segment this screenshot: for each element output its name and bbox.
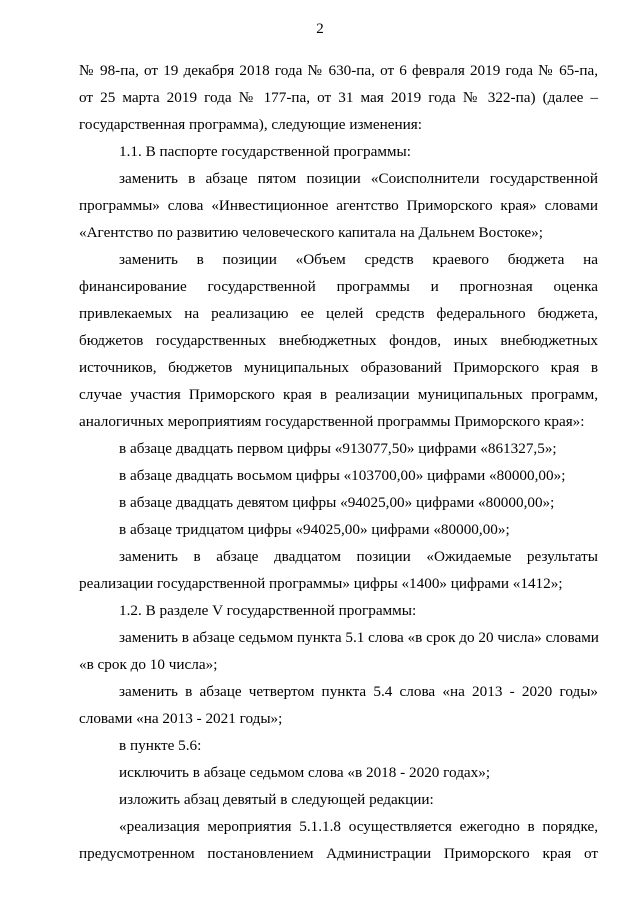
text-line: 1.2. В разделе V государственной программы: bbox=[119, 602, 417, 619]
page-number: 2 bbox=[316, 21, 324, 37]
text-line: 1.1. В паспорте государственной программы: bbox=[119, 143, 411, 160]
text-line: исключить в абзаце седьмом слова «в 2018 - 2020 годах»; bbox=[119, 764, 491, 781]
text-line: «реализация мероприятия 5.1.1.8 осуществляется ежегодно в порядке, bbox=[119, 818, 598, 835]
text-line: в пункте 5.6: bbox=[119, 737, 202, 754]
paragraph bbox=[79, 813, 598, 867]
text-line: аналогичных мероприятиям государственной программы Приморского края»: bbox=[79, 413, 585, 430]
paragraph bbox=[79, 138, 598, 165]
text-line: бюджетов государственных внебюджетных фондов, иных внебюджетных bbox=[79, 332, 598, 349]
text-line: источников, бюджетов муниципальных образований Приморского края в bbox=[79, 359, 598, 376]
text-line: государственная программа), следующие изменения: bbox=[79, 116, 422, 133]
text-line: «в срок до 10 числа»; bbox=[79, 656, 218, 673]
text-line: финансирование государственной программы и прогнозная оценка bbox=[79, 278, 598, 295]
paragraph bbox=[79, 246, 598, 435]
text-line: в абзаце двадцать восьмом цифры «103700,00» цифрами «80000,00»; bbox=[119, 467, 566, 484]
paragraph bbox=[79, 597, 598, 624]
text-line: словами «на 2013 - 2021 годы»; bbox=[79, 710, 283, 727]
text-line: заменить в абзаце пятом позиции «Соисполнители государственной bbox=[119, 170, 598, 187]
text-line: № 98-па, от 19 декабря 2018 года № 630-па, от 6 февраля 2019 года № 65-па, bbox=[79, 62, 598, 79]
paragraph bbox=[79, 678, 598, 732]
paragraph bbox=[79, 624, 598, 678]
paragraph bbox=[79, 543, 598, 597]
paragraph bbox=[79, 165, 598, 246]
document-body bbox=[79, 57, 598, 867]
text-line: «Агентство по развитию человеческого капитала на Дальнем Востоке»; bbox=[79, 224, 543, 241]
text-line: от 25 марта 2019 года № 177-па, от 31 мая 2019 года № 322-па) (далее – bbox=[79, 89, 598, 106]
paragraph bbox=[79, 516, 598, 543]
text-line: заменить в позиции «Объем средств краевого бюджета на bbox=[119, 251, 598, 268]
text-line: заменить в абзаце седьмом пункта 5.1 слова «в срок до 20 числа» словами bbox=[119, 629, 599, 646]
paragraph bbox=[79, 462, 598, 489]
paragraph bbox=[79, 489, 598, 516]
text-line: в абзаце тридцатом цифры «94025,00» цифрами «80000,00»; bbox=[119, 521, 510, 538]
paragraph bbox=[79, 435, 598, 462]
text-line: заменить в абзаце четвертом пункта 5.4 слова «на 2013 - 2020 годы» bbox=[119, 683, 598, 700]
paragraph bbox=[79, 732, 598, 759]
text-line: в абзаце двадцать девятом цифры «94025,00» цифрами «80000,00»; bbox=[119, 494, 555, 511]
text-line: программы» слова «Инвестиционное агентство Приморского края» словами bbox=[79, 197, 598, 214]
text-line: привлекаемых на реализацию ее целей средств федерального бюджета, bbox=[79, 305, 598, 322]
paragraph bbox=[79, 759, 598, 786]
paragraph bbox=[79, 57, 598, 138]
text-line: изложить абзац девятый в следующей редакции: bbox=[119, 791, 434, 808]
text-line: случае участия Приморского края в реализации муниципальных программ, bbox=[79, 386, 598, 403]
text-line: реализации государственной программы» цифры «1400» цифрами «1412»; bbox=[79, 575, 563, 592]
paragraph bbox=[79, 786, 598, 813]
text-line: заменить в абзаце двадцатом позиции «Ожидаемые результаты bbox=[119, 548, 598, 565]
text-line: предусмотренном постановлением Администрации Приморского края от bbox=[79, 845, 598, 862]
text-line: в абзаце двадцать первом цифры «913077,50» цифрами «861327,5»; bbox=[119, 440, 557, 457]
